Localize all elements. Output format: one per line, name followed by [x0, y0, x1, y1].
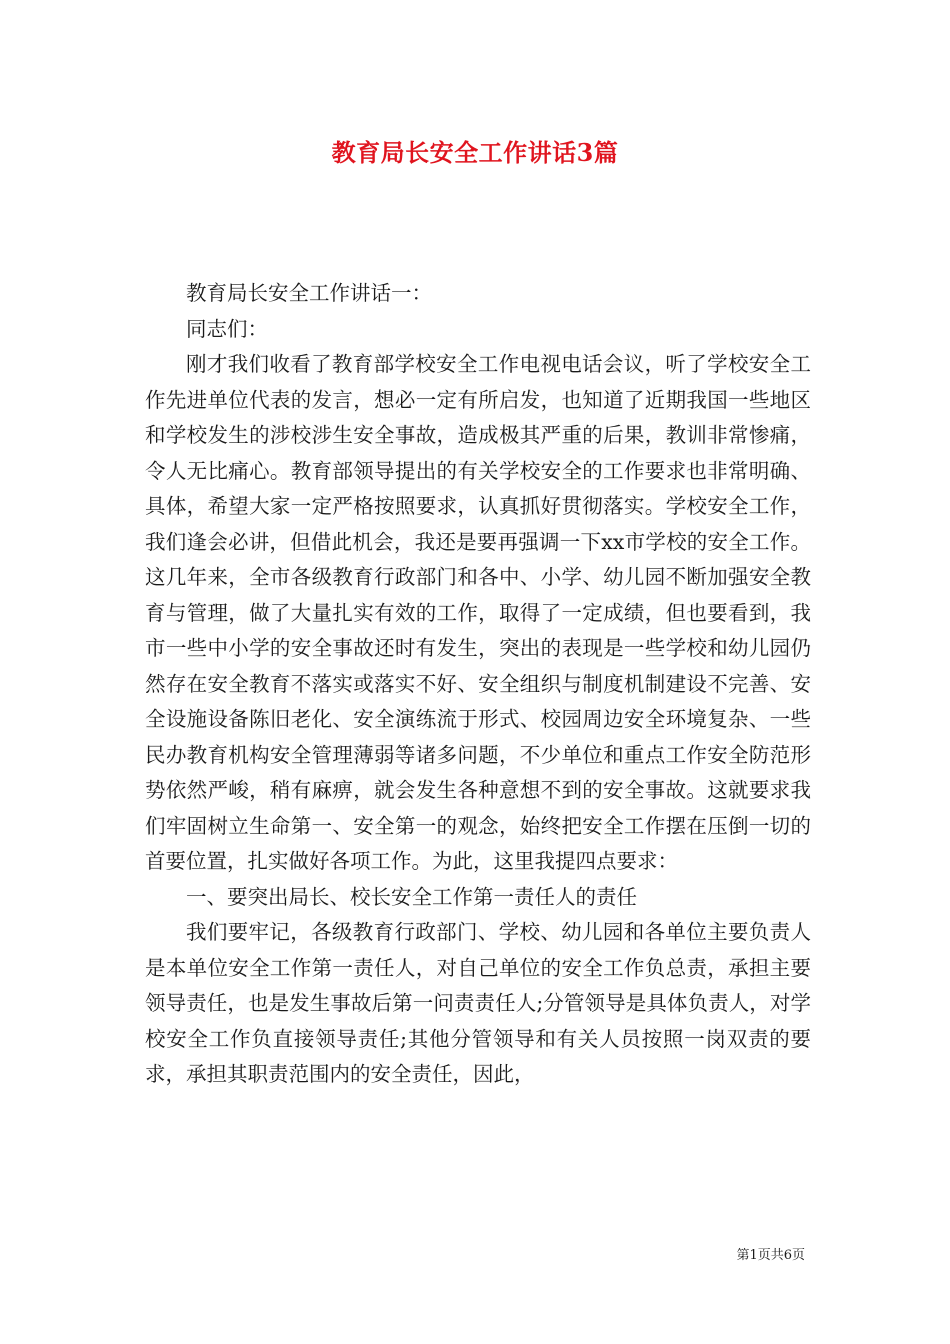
section-heading: 一、要突出局长、校长安全工作第一责任人的责任: [186, 884, 637, 909]
salutation: 同志们：: [186, 316, 268, 341]
body-paragraph: 刚才我们收看了教育部学校安全工作电视电话会议，听了学校安全工作先进单位代表的发言，想必一定有所启发，也知道了近期我国一些地区和学校发生的涉校涉生安全事故，造成极其严重的后果，教训非常惨痛，令人无比痛心。教育部领导提出的有关学校安全的工作要求也非常明确、具体，希望大家一定严格按照要求，认真抓好贯彻落实。学校安全工作，我们逢会必讲，但借此机会，我还是要再强调一下xx市学校的安全工作。这几年来，全市各级教育行政部门和各中、小学、幼儿园不断加强安全教育与管理，做了大量扎实有效的工作，取得了一定成绩，但也要看到，我市一些中小学的安全事故还时有发生，突出的表现是一些学校和幼儿园仍然存在安全教育不落实或落实不好、安全组织与制度机制建设不完善、安全设施设备陈旧老化、安全演练流于形式、校园周边安全环境复杂、一些民办教育机构安全管理薄弱等诸多问题，不少单位和重点工作安全防范形势依然严峻，稍有麻痹，就会发生各种意想不到的安全事故。这就要求我们牢固树立生命第一、安全第一的观念，始终把安全工作摆在压倒一切的首要位置，扎实做好各项工作。为此，这里我提四点要求：: [145, 352, 811, 873]
page-number: 第1页共6页: [736, 1248, 805, 1263]
document-title: 教育局长安全工作讲话3篇: [331, 138, 619, 167]
speech-heading: 教育局长安全工作讲话一：: [186, 281, 432, 305]
document-body: [145, 276, 811, 1093]
body-paragraph: 我们要牢记，各级教育行政部门、学校、幼儿园和各单位主要负责人是本单位安全工作第一责任人，对自己单位的安全工作负总责，承担主要领导责任，也是发生事故后第一问责责任人;分管领导是具体负责人，对学校安全工作负直接领导责任;其他分管领导和有关人员按照一岗双责的要求，承担其职责范围内的安全责任，因此，: [145, 920, 811, 1086]
